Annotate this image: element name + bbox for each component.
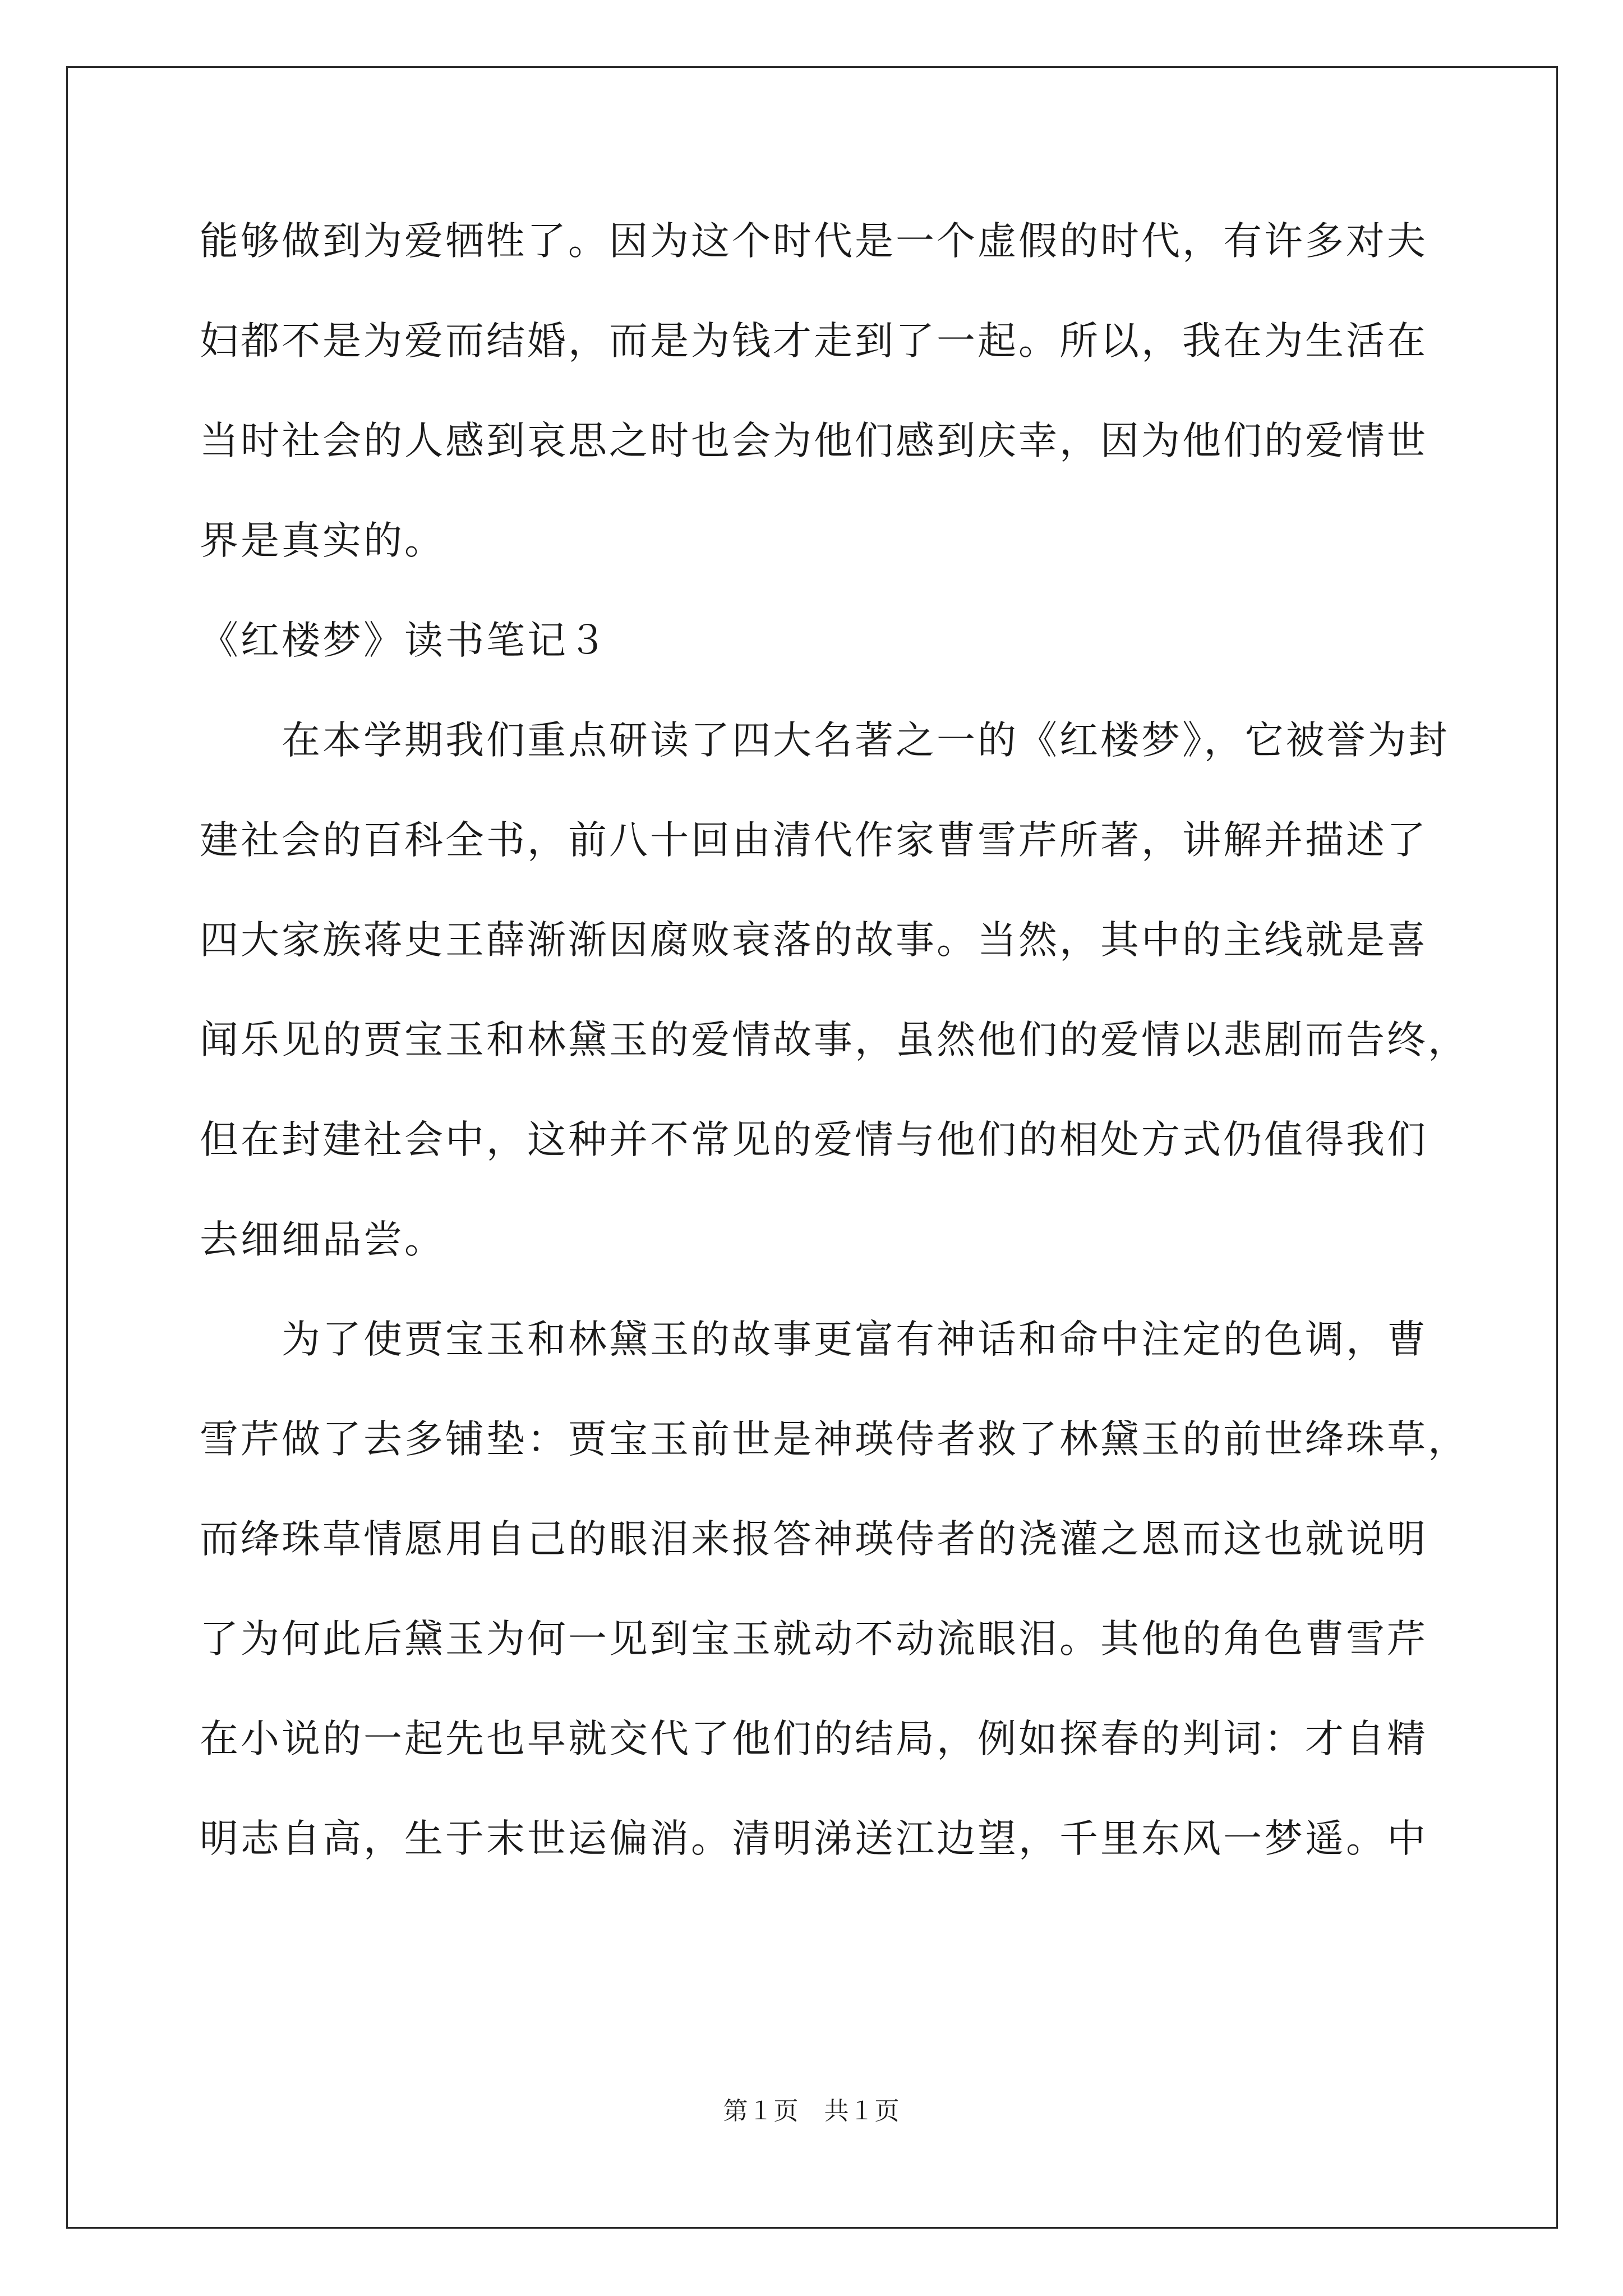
text-line: 闻乐见的贾宝玉和林黛玉的爱情故事，虽然他们的爱情以悲剧而告终， bbox=[200, 1018, 1469, 1062]
text-line: 在本学期我们重点研读了四大名著之一的《红楼梦》，它被誉为封 bbox=[200, 718, 1450, 763]
text-line: 能够做到为爱牺牲了。因为这个时代是一个虚假的时代，有许多对夫 bbox=[200, 219, 1428, 264]
text-line: 而绛珠草情愿用自己的眼泪来报答神瑛侍者的浇灌之恩而这也就说明 bbox=[200, 1517, 1428, 1562]
text-line: 了为何此后黛玉为何一见到宝玉就动不动流眼泪。其他的角色曹雪芹 bbox=[200, 1617, 1428, 1662]
text-line: 界是真实的。 bbox=[200, 518, 445, 563]
text-line: 去细细品尝。 bbox=[200, 1217, 445, 1262]
text-line: 妇都不是为爱而结婚，而是为钱才走到了一起。所以，我在为生活在 bbox=[200, 319, 1428, 364]
text-line: 当时社会的人感到哀思之时也会为他们感到庆幸，因为他们的爱情世 bbox=[200, 418, 1428, 463]
text-line: 在小说的一起先也早就交代了他们的结局，例如探春的判词：才自精 bbox=[200, 1717, 1428, 1761]
text-line: 建社会的百科全书，前八十回由清代作家曹雪芹所著，讲解并描述了 bbox=[200, 818, 1428, 863]
text-line: 雪芹做了去多铺垫：贾宝玉前世是神瑛侍者救了林黛玉的前世绛珠草， bbox=[200, 1417, 1469, 1462]
section-heading: 《红楼梦》读书笔记３ bbox=[200, 618, 609, 663]
text-line: 但在封建社会中，这种并不常见的爱情与他们的相处方式仍值得我们 bbox=[200, 1117, 1428, 1162]
text-line: 为了使贾宝玉和林黛玉的故事更富有神话和命中注定的色调，曹 bbox=[200, 1317, 1428, 1362]
text-line: 四大家族蒋史王薛渐渐因腐败衰落的故事。当然，其中的主线就是喜 bbox=[200, 918, 1428, 963]
text-line: 明志自高，生于末世运偏消。清明涕送江边望，千里东风一梦遥。中 bbox=[200, 1816, 1428, 1861]
page-number-footer: 第１页 共１页 bbox=[723, 2097, 900, 2125]
